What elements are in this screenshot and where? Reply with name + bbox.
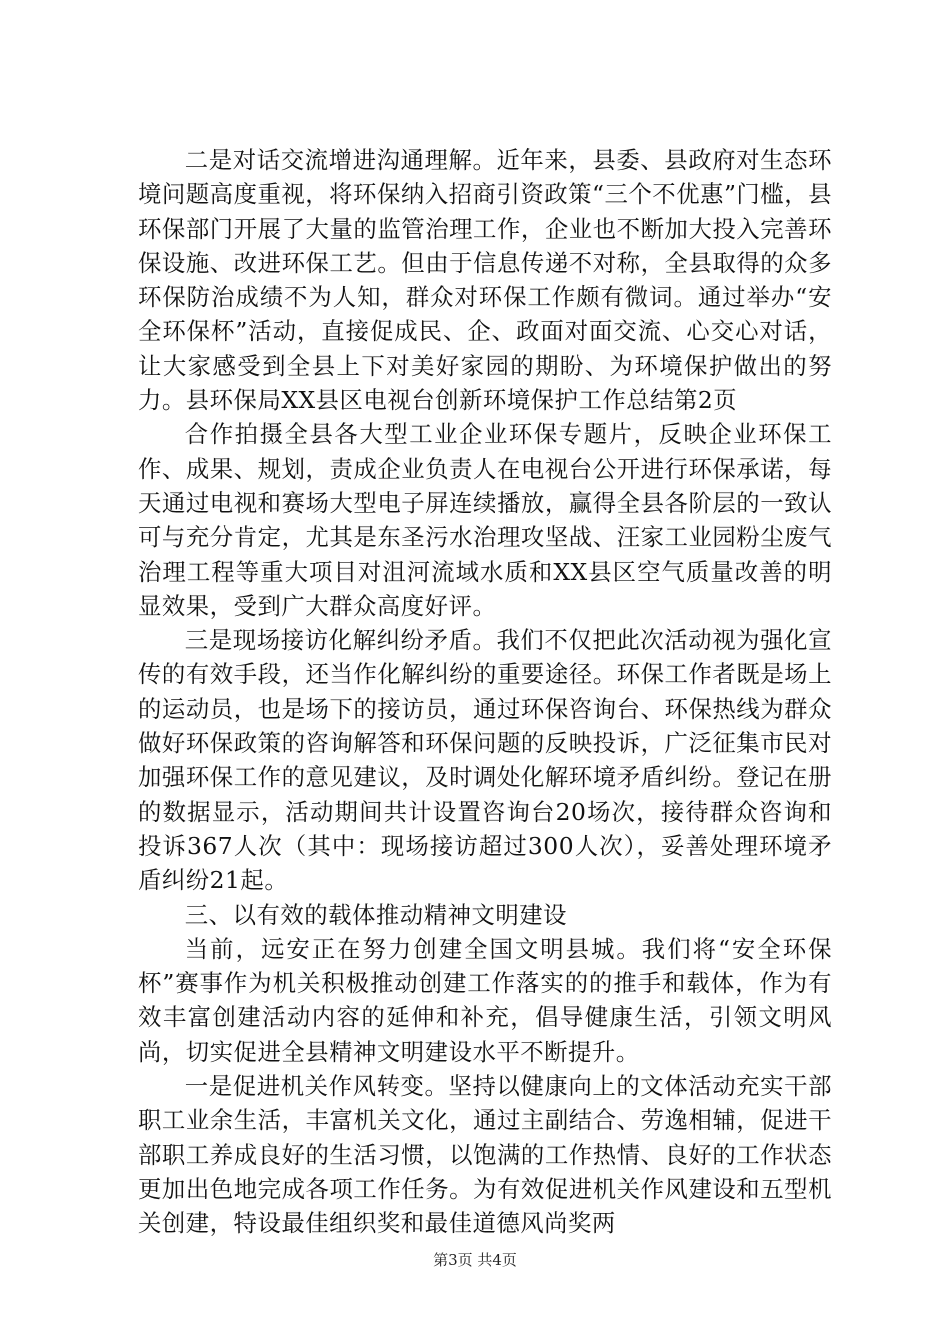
paragraph-onsite-reception: 三是现场接访化解纠纷矛盾。我们不仅把此次活动视为强化宣传的有效手段，还当作化解纠纷的重要途径。环保工作者既是场上的运动员，也是场下的接访员，通过环保咨询台、环保热线为群众做好环保政策的咨询解答和环保问题的反映投诉，广泛征集市民对加强环保工作的意见建议，及时调处化解环境矛盾纠纷。登记在册的数据显示，活动期间共计设置咨询台20场次，接待群众咨询和投诉367人次（其中：现场接访超过300人次），妥善处理环境矛盾纠纷21起。	[138, 626, 832, 895]
paragraph-dialogue-exchange: 二是对话交流增进沟通理解。近年来，县委、县政府对生态环境问题高度重视，将环保纳入招商引资政策“三个不优惠”门槛，县环保部门开展了大量的监管治理工作，企业也不断加大投入完善环保设施、改进环保工艺。但由于信息传递不对称，全县取得的众多环保防治成绩不为人知，群众对环保工作颇有微词。通过举办“安全环保杯”活动，直接促成民、企、政面对面交流、心交心对话，让大家感受到全县上下对美好家园的期盼、为环境保护做出的努力。县环保局XX县区电视台创新环境保护工作总结第2页	[138, 146, 832, 415]
paragraph-civilized-county: 当前，远安正在努力创建全国文明县城。我们将“安全环保杯”赛事作为机关积极推动创建工作落实的的推手和载体，作为有效丰富创建活动内容的延伸和补充，倡导健康生活，引领文明风尚，切实促进全县精神文明建设水平不断提升。	[138, 934, 832, 1066]
section-heading-spiritual-civilization: 三、以有效的载体推动精神文明建设	[184, 900, 568, 929]
paragraph-work-style-change: 一是促进机关作风转变。坚持以健康向上的文体活动充实干部职工业余生活，丰富机关文化，通过主副结合、劳逸相辅，促进干部职工养成良好的生活习惯，以饱满的工作热情、良好的工作状态更加出色地完成各项工作任务。为有效促进机关作风建设和五型机关创建，特设最佳组织奖和最佳道德风尚奖两	[138, 1072, 832, 1238]
page-footer: 第3页 共4页	[433, 1251, 517, 1269]
paragraph-cooperative-filming: 合作拍摄全县各大型工业企业环保专题片，反映企业环保工作、成果、规划，责成企业负责人在电视台公开进行环保承诺，每天通过电视和赛场大型电子屏连续播放，赢得全县各阶层的一致认可与充分肯定，尤其是东圣污水治理攻坚战、汪家工业园粉尘废气治理工程等重大项目对沮河流域水质和XX县区空气质量改善的明显效果，受到广大群众高度好评。	[138, 420, 832, 620]
document-body	[138, 143, 832, 1241]
